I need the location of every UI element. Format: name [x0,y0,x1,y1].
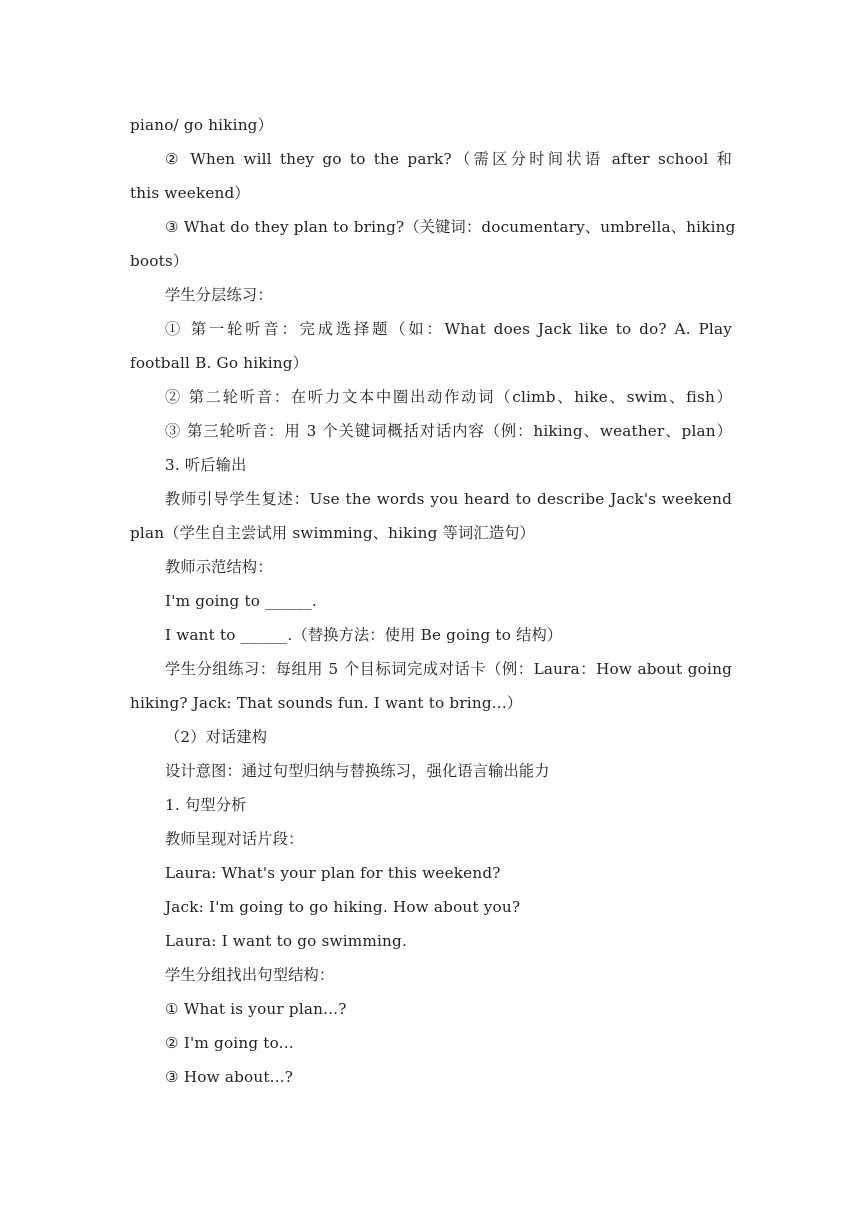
text-line: 学生分组练习：每组用 5 个目标词完成对话卡（例：Laura：How about going [165,660,732,678]
dialogue-line: Laura: I want to go swimming. [165,932,407,950]
text-line: 教师示范结构： [165,558,273,576]
text-line: plan（学生自主尝试用 swimming、hiking 等词汇造句） [130,524,535,542]
text-line: 教师呈现对话片段： [165,830,304,848]
text-line: ③ What do they plan to bring?（关键词：documentary、umbrella、hiking [165,218,736,236]
section-heading: 3. 听后输出 [165,456,247,474]
text-line: ② When will they go to the park?（需区分时间状语 after school 和 [165,150,732,168]
dialogue-line: Laura: What's your plan for this weekend? [165,864,501,882]
text-line: 设计意图：通过句型归纳与替换练习，强化语言输出能力 [165,762,550,780]
text-line: 教师引导学生复述：Use the words you heard to describe Jack's weekend [165,490,732,508]
text-line: boots） [130,252,189,270]
list-item: ③ How about...? [165,1068,294,1086]
text-line: this weekend） [130,184,250,202]
text-line: I'm going to ______. [165,592,317,610]
text-line: 学生分层练习： [165,286,273,304]
list-item: ① What is your plan...? [165,1000,347,1018]
document-body [130,108,736,1094]
text-line: ① 第一轮听音：完成选择题（如：What does Jack like to do? A. Play [165,320,732,338]
text-line: I want to ______.（替换方法：使用 Be going to 结构） [165,626,563,644]
dialogue-line: Jack: I'm going to go hiking. How about you? [165,898,521,916]
text-line: 学生分组找出句型结构： [165,966,335,984]
text-line: ② 第二轮听音：在听力文本中圈出动作动词（climb、hike、swim、fish） [165,388,732,406]
text-line: hiking? Jack: That sounds fun. I want to bring...） [130,694,523,712]
text-line: piano/ go hiking） [130,116,273,134]
list-item: ② I'm going to... [165,1034,294,1052]
text-line: football B. Go hiking） [130,354,309,372]
section-heading: 1. 句型分析 [165,796,247,814]
section-heading: （2）对话建构 [165,728,268,746]
text-line: ③ 第三轮听音：用 3 个关键词概括对话内容（例：hiking、weather、plan） [165,422,732,440]
